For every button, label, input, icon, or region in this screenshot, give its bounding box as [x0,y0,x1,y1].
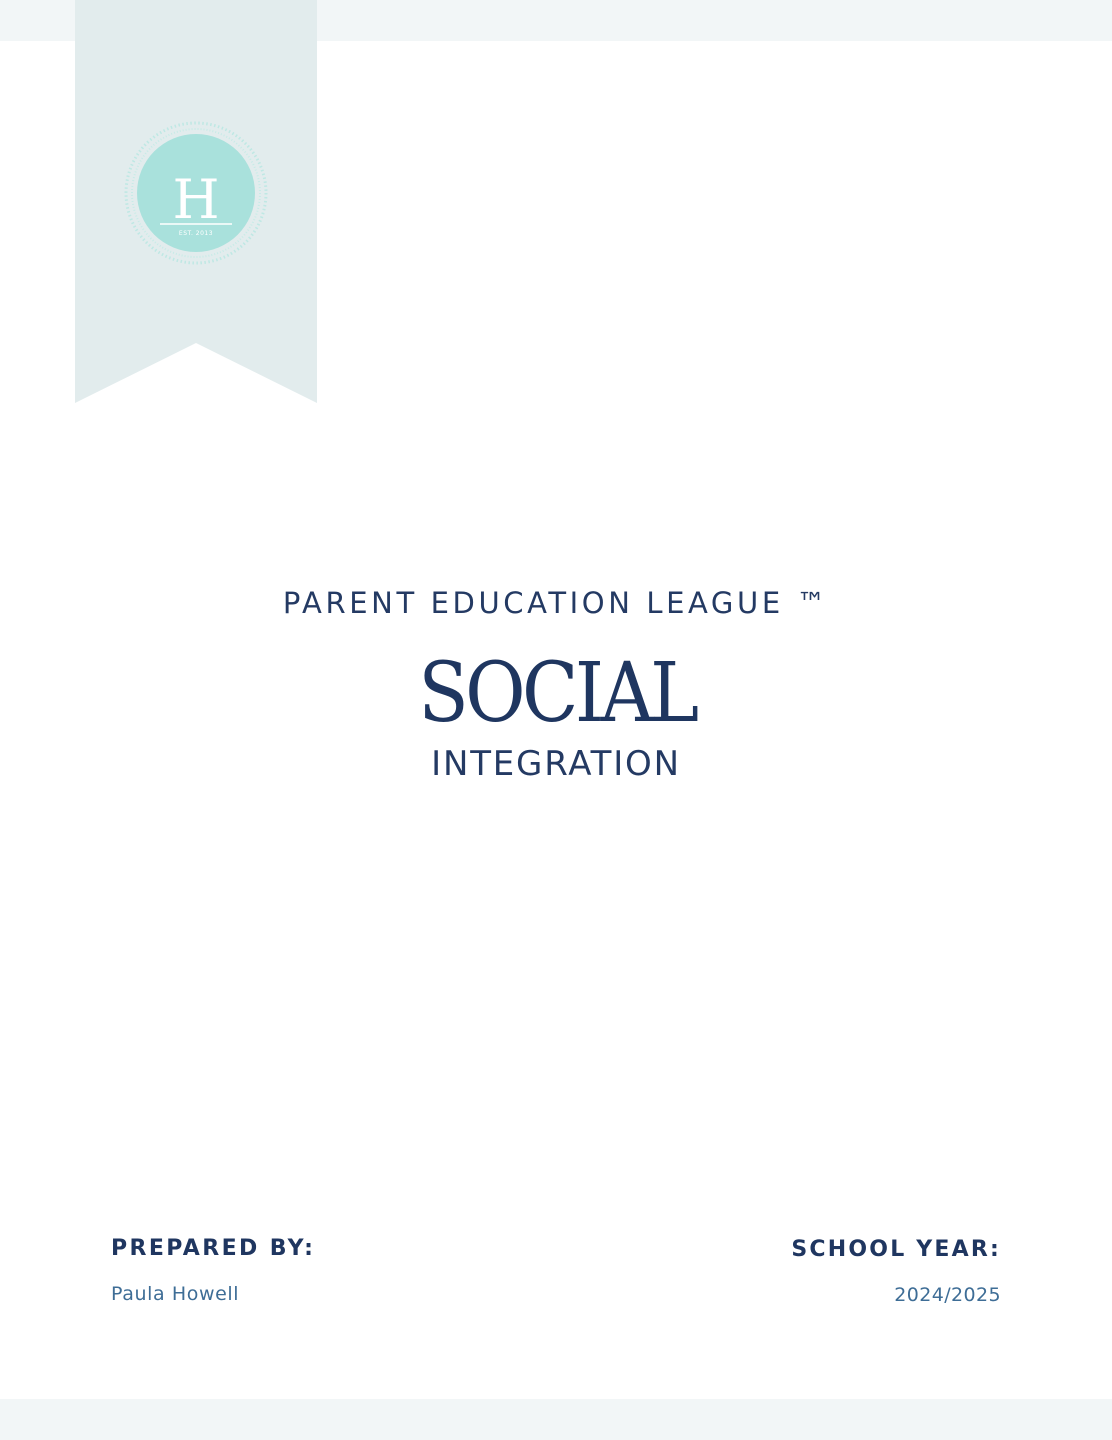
bottom-band [0,1399,1112,1440]
document-subtitle: INTEGRATION [431,744,681,784]
school-year-label: SCHOOL YEAR: [791,1237,1001,1262]
logo-established: EST. 2013 [178,230,214,237]
prepared-by-label: PREPARED BY: [111,1236,316,1261]
document-title: SOCIAL [418,646,696,741]
logo-monogram: H [172,168,220,231]
school-year-value: 2024/2025 [894,1284,1001,1306]
prepared-by-name: Paula Howell [111,1283,240,1305]
organization-name: PARENT EDUCATION LEAGUE ™ [282,586,830,620]
school-logo [121,118,271,268]
